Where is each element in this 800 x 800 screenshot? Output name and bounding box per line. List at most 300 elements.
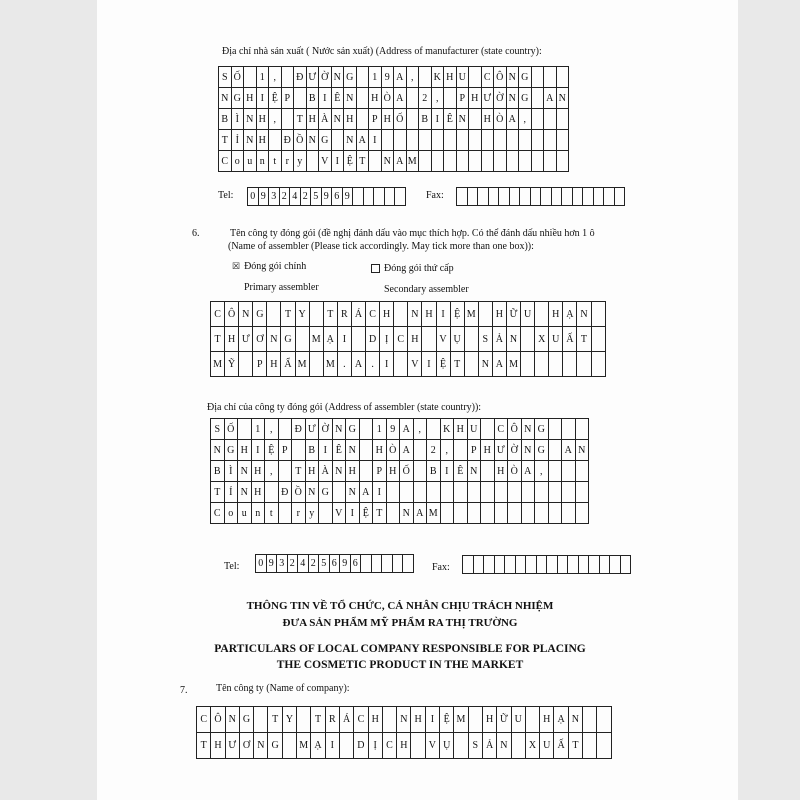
- char-box[interactable]: G: [535, 440, 549, 461]
- char-box[interactable]: C: [394, 327, 408, 352]
- char-box[interactable]: [592, 327, 606, 352]
- char-box[interactable]: [468, 503, 482, 524]
- char-box[interactable]: [360, 461, 374, 482]
- digit-box[interactable]: [594, 188, 605, 206]
- char-box[interactable]: [400, 482, 414, 503]
- char-box[interactable]: [469, 151, 482, 172]
- char-box[interactable]: H: [346, 461, 360, 482]
- digit-box[interactable]: 2: [301, 188, 312, 206]
- char-box[interactable]: N: [576, 440, 590, 461]
- char-box[interactable]: K: [432, 67, 445, 88]
- char-box[interactable]: Ệ: [437, 352, 451, 377]
- char-box[interactable]: C: [354, 707, 368, 733]
- char-box[interactable]: Ụ: [451, 327, 465, 352]
- char-box[interactable]: [562, 482, 576, 503]
- char-box[interactable]: G: [240, 707, 254, 733]
- char-box[interactable]: Ô: [225, 302, 239, 327]
- digit-box[interactable]: 9: [340, 555, 351, 573]
- char-box[interactable]: Ư: [482, 88, 495, 109]
- char-box[interactable]: ,: [269, 67, 282, 88]
- char-box[interactable]: N: [333, 419, 347, 440]
- char-box[interactable]: X: [526, 733, 540, 759]
- char-box[interactable]: B: [219, 109, 232, 130]
- char-box[interactable]: N: [522, 440, 536, 461]
- digit-box[interactable]: [403, 555, 414, 573]
- char-box[interactable]: H: [493, 302, 507, 327]
- char-box[interactable]: [387, 503, 401, 524]
- char-box[interactable]: H: [344, 109, 357, 130]
- char-box[interactable]: G: [232, 88, 245, 109]
- digit-box[interactable]: [457, 188, 468, 206]
- char-box[interactable]: D: [366, 327, 380, 352]
- char-box[interactable]: B: [427, 461, 441, 482]
- char-box[interactable]: H: [444, 67, 457, 88]
- char-box[interactable]: G: [519, 88, 532, 109]
- char-box[interactable]: [544, 151, 557, 172]
- char-box[interactable]: [441, 503, 455, 524]
- char-box[interactable]: Ỉ: [225, 482, 239, 503]
- char-box[interactable]: T: [577, 327, 591, 352]
- digit-box[interactable]: [353, 188, 364, 206]
- char-box[interactable]: N: [244, 109, 257, 130]
- digit-box[interactable]: [583, 188, 594, 206]
- char-box[interactable]: Ả: [493, 327, 507, 352]
- char-box[interactable]: C: [211, 302, 225, 327]
- char-box[interactable]: I: [252, 440, 266, 461]
- char-box[interactable]: [444, 151, 457, 172]
- char-box[interactable]: H: [369, 707, 383, 733]
- char-box[interactable]: N: [332, 109, 345, 130]
- char-box[interactable]: [549, 352, 563, 377]
- digit-box[interactable]: [374, 188, 385, 206]
- char-box[interactable]: [244, 67, 257, 88]
- char-box[interactable]: N: [333, 461, 347, 482]
- char-box[interactable]: [454, 440, 468, 461]
- char-box[interactable]: [457, 130, 470, 151]
- char-box[interactable]: [292, 440, 306, 461]
- char-box[interactable]: I: [426, 707, 440, 733]
- char-box[interactable]: H: [397, 733, 411, 759]
- company-name-grid[interactable]: [196, 706, 612, 759]
- secondary-checkbox[interactable]: [371, 264, 380, 273]
- char-box[interactable]: N: [219, 88, 232, 109]
- char-box[interactable]: S: [469, 733, 483, 759]
- char-box[interactable]: o: [225, 503, 239, 524]
- char-box[interactable]: K: [441, 419, 455, 440]
- char-box[interactable]: N: [522, 419, 536, 440]
- digit-box[interactable]: [615, 188, 626, 206]
- char-box[interactable]: I: [332, 151, 345, 172]
- digit-box[interactable]: [531, 188, 542, 206]
- char-box[interactable]: [454, 482, 468, 503]
- char-box[interactable]: [414, 440, 428, 461]
- char-box[interactable]: A: [522, 461, 536, 482]
- digit-box[interactable]: 2: [280, 188, 291, 206]
- char-box[interactable]: ,: [535, 461, 549, 482]
- char-box[interactable]: H: [373, 440, 387, 461]
- char-box[interactable]: G: [346, 419, 360, 440]
- char-box[interactable]: n: [257, 151, 270, 172]
- char-box[interactable]: Ờ: [319, 419, 333, 440]
- char-box[interactable]: I: [319, 88, 332, 109]
- char-box[interactable]: M: [465, 302, 479, 327]
- char-box[interactable]: Ữ: [497, 707, 511, 733]
- char-box[interactable]: H: [382, 109, 395, 130]
- char-box[interactable]: Ơ: [253, 327, 267, 352]
- char-box[interactable]: Ụ: [440, 733, 454, 759]
- char-box[interactable]: [444, 88, 457, 109]
- digit-box[interactable]: [463, 556, 474, 574]
- char-box[interactable]: T: [292, 461, 306, 482]
- char-box[interactable]: Đ: [292, 419, 306, 440]
- digit-box[interactable]: 5: [311, 188, 322, 206]
- char-box[interactable]: Ồ: [294, 130, 307, 151]
- char-box[interactable]: H: [238, 440, 252, 461]
- char-box[interactable]: G: [281, 327, 295, 352]
- char-box[interactable]: N: [479, 352, 493, 377]
- char-box[interactable]: Đ: [279, 482, 293, 503]
- char-box[interactable]: A: [562, 440, 576, 461]
- char-box[interactable]: [563, 352, 577, 377]
- char-box[interactable]: C: [197, 707, 211, 733]
- secondary-assembler-option[interactable]: [371, 263, 454, 274]
- char-box[interactable]: N: [346, 440, 360, 461]
- char-box[interactable]: M: [427, 503, 441, 524]
- char-box[interactable]: N: [344, 88, 357, 109]
- char-box[interactable]: H: [482, 109, 495, 130]
- char-box[interactable]: N: [238, 482, 252, 503]
- char-box[interactable]: ,: [407, 67, 420, 88]
- digit-box[interactable]: [505, 556, 516, 574]
- char-box[interactable]: T: [311, 707, 325, 733]
- primary-checkbox[interactable]: ☒: [232, 261, 241, 271]
- char-box[interactable]: C: [211, 503, 225, 524]
- digit-box[interactable]: [537, 556, 548, 574]
- char-box[interactable]: [432, 130, 445, 151]
- char-box[interactable]: B: [419, 109, 432, 130]
- char-box[interactable]: [522, 482, 536, 503]
- char-box[interactable]: G: [344, 67, 357, 88]
- char-box[interactable]: Ạ: [563, 302, 577, 327]
- char-box[interactable]: S: [211, 419, 225, 440]
- char-box[interactable]: [319, 503, 333, 524]
- char-box[interactable]: [562, 461, 576, 482]
- char-box[interactable]: ,: [265, 461, 279, 482]
- char-box[interactable]: V: [319, 151, 332, 172]
- char-box[interactable]: Ệ: [344, 151, 357, 172]
- char-box[interactable]: A: [400, 440, 414, 461]
- char-box[interactable]: Ò: [382, 88, 395, 109]
- char-box[interactable]: [357, 88, 370, 109]
- char-box[interactable]: N: [400, 503, 414, 524]
- char-box[interactable]: [508, 482, 522, 503]
- char-box[interactable]: T: [219, 130, 232, 151]
- char-box[interactable]: [283, 733, 297, 759]
- char-box[interactable]: [469, 130, 482, 151]
- char-box[interactable]: 1: [257, 67, 270, 88]
- char-box[interactable]: [357, 109, 370, 130]
- char-box[interactable]: P: [279, 440, 293, 461]
- char-box[interactable]: [521, 352, 535, 377]
- char-box[interactable]: X: [535, 327, 549, 352]
- char-box[interactable]: [494, 130, 507, 151]
- char-box[interactable]: t: [269, 151, 282, 172]
- assembler-tel-boxes[interactable]: [255, 554, 414, 573]
- char-box[interactable]: H: [454, 419, 468, 440]
- char-box[interactable]: Ữ: [507, 302, 521, 327]
- char-box[interactable]: [239, 352, 253, 377]
- digit-box[interactable]: [621, 556, 632, 574]
- char-box[interactable]: [357, 67, 370, 88]
- char-box[interactable]: V: [437, 327, 451, 352]
- char-box[interactable]: [597, 707, 611, 733]
- char-box[interactable]: o: [232, 151, 245, 172]
- char-box[interactable]: A: [394, 151, 407, 172]
- char-box[interactable]: 1: [252, 419, 266, 440]
- char-box[interactable]: N: [307, 130, 320, 151]
- char-box[interactable]: M: [454, 707, 468, 733]
- digit-box[interactable]: 9: [267, 555, 278, 573]
- char-box[interactable]: [296, 327, 310, 352]
- char-box[interactable]: [454, 503, 468, 524]
- char-box[interactable]: n: [252, 503, 266, 524]
- char-box[interactable]: [532, 151, 545, 172]
- char-box[interactable]: I: [441, 461, 455, 482]
- char-box[interactable]: Á: [352, 302, 366, 327]
- char-box[interactable]: T: [324, 302, 338, 327]
- char-box[interactable]: Ố: [394, 109, 407, 130]
- char-box[interactable]: U: [457, 67, 470, 88]
- digit-box[interactable]: [395, 188, 406, 206]
- char-box[interactable]: ,: [269, 109, 282, 130]
- char-box[interactable]: Ẩ: [281, 352, 295, 377]
- char-box[interactable]: Ạ: [554, 707, 568, 733]
- char-box[interactable]: Ê: [454, 461, 468, 482]
- char-box[interactable]: M: [310, 327, 324, 352]
- char-box[interactable]: Ấ: [563, 327, 577, 352]
- char-box[interactable]: [352, 327, 366, 352]
- char-box[interactable]: N: [254, 733, 268, 759]
- char-box[interactable]: I: [437, 302, 451, 327]
- char-box[interactable]: [532, 109, 545, 130]
- char-box[interactable]: [297, 707, 311, 733]
- char-box[interactable]: S: [219, 67, 232, 88]
- char-box[interactable]: Ê: [332, 88, 345, 109]
- char-box[interactable]: U: [521, 302, 535, 327]
- char-box[interactable]: [507, 151, 520, 172]
- digit-box[interactable]: [489, 188, 500, 206]
- char-box[interactable]: H: [469, 88, 482, 109]
- char-box[interactable]: [414, 482, 428, 503]
- digit-box[interactable]: [568, 556, 579, 574]
- char-box[interactable]: Ệ: [451, 302, 465, 327]
- char-box[interactable]: [521, 327, 535, 352]
- char-box[interactable]: G: [268, 733, 282, 759]
- char-box[interactable]: [495, 482, 509, 503]
- char-box[interactable]: [597, 733, 611, 759]
- char-box[interactable]: Ệ: [440, 707, 454, 733]
- char-box[interactable]: ,: [519, 109, 532, 130]
- char-box[interactable]: [532, 88, 545, 109]
- char-box[interactable]: T: [268, 707, 282, 733]
- char-box[interactable]: Ò: [494, 109, 507, 130]
- char-box[interactable]: M: [507, 352, 521, 377]
- char-box[interactable]: Ạ: [324, 327, 338, 352]
- digit-box[interactable]: [361, 555, 372, 573]
- char-box[interactable]: H: [267, 352, 281, 377]
- char-box[interactable]: H: [252, 461, 266, 482]
- char-box[interactable]: N: [344, 130, 357, 151]
- char-box[interactable]: N: [507, 327, 521, 352]
- char-box[interactable]: R: [326, 707, 340, 733]
- char-box[interactable]: [557, 109, 570, 130]
- char-box[interactable]: A: [493, 352, 507, 377]
- char-box[interactable]: A: [400, 419, 414, 440]
- char-box[interactable]: [549, 461, 563, 482]
- char-box[interactable]: [481, 482, 495, 503]
- char-box[interactable]: I: [257, 88, 270, 109]
- char-box[interactable]: I: [373, 482, 387, 503]
- char-box[interactable]: [419, 130, 432, 151]
- char-box[interactable]: Ạ: [311, 733, 325, 759]
- digit-box[interactable]: [562, 188, 573, 206]
- char-box[interactable]: [494, 151, 507, 172]
- char-box[interactable]: I: [380, 352, 394, 377]
- char-box[interactable]: [310, 352, 324, 377]
- char-box[interactable]: T: [569, 733, 583, 759]
- char-box[interactable]: [340, 733, 354, 759]
- char-box[interactable]: C: [366, 302, 380, 327]
- char-box[interactable]: [382, 130, 395, 151]
- digit-box[interactable]: 6: [330, 555, 341, 573]
- char-box[interactable]: [532, 67, 545, 88]
- char-box[interactable]: [549, 482, 563, 503]
- char-box[interactable]: Ô: [508, 419, 522, 440]
- char-box[interactable]: M: [296, 352, 310, 377]
- char-box[interactable]: H: [483, 707, 497, 733]
- char-box[interactable]: [576, 503, 590, 524]
- char-box[interactable]: Ô: [494, 67, 507, 88]
- char-box[interactable]: À: [319, 109, 332, 130]
- char-box[interactable]: [519, 130, 532, 151]
- char-box[interactable]: [469, 109, 482, 130]
- char-box[interactable]: [495, 503, 509, 524]
- char-box[interactable]: T: [211, 327, 225, 352]
- char-box[interactable]: 1: [369, 67, 382, 88]
- digit-box[interactable]: [385, 188, 396, 206]
- char-box[interactable]: [468, 482, 482, 503]
- char-box[interactable]: [267, 302, 281, 327]
- char-box[interactable]: [444, 130, 457, 151]
- digit-box[interactable]: [610, 556, 621, 574]
- char-box[interactable]: Ệ: [265, 440, 279, 461]
- digit-box[interactable]: 3: [277, 555, 288, 573]
- char-box[interactable]: [535, 352, 549, 377]
- char-box[interactable]: y: [294, 151, 307, 172]
- char-box[interactable]: A: [352, 352, 366, 377]
- digit-box[interactable]: [579, 556, 590, 574]
- char-box[interactable]: P: [457, 88, 470, 109]
- digit-box[interactable]: 9: [343, 188, 354, 206]
- char-box[interactable]: I: [422, 352, 436, 377]
- char-box[interactable]: [441, 482, 455, 503]
- char-box[interactable]: H: [481, 440, 495, 461]
- char-box[interactable]: Ì: [225, 461, 239, 482]
- char-box[interactable]: P: [253, 352, 267, 377]
- char-box[interactable]: A: [394, 88, 407, 109]
- char-box[interactable]: Ỹ: [225, 352, 239, 377]
- char-box[interactable]: T: [294, 109, 307, 130]
- char-box[interactable]: [394, 130, 407, 151]
- char-box[interactable]: M: [211, 352, 225, 377]
- digit-box[interactable]: [510, 188, 521, 206]
- char-box[interactable]: [394, 302, 408, 327]
- char-box[interactable]: [481, 419, 495, 440]
- digit-box[interactable]: 2: [309, 555, 320, 573]
- char-box[interactable]: [265, 482, 279, 503]
- char-box[interactable]: [576, 461, 590, 482]
- char-box[interactable]: H: [495, 461, 509, 482]
- char-box[interactable]: [457, 151, 470, 172]
- char-box[interactable]: H: [225, 327, 239, 352]
- char-box[interactable]: N: [507, 88, 520, 109]
- digit-box[interactable]: [372, 555, 383, 573]
- char-box[interactable]: [310, 302, 324, 327]
- char-box[interactable]: Ò: [387, 440, 401, 461]
- char-box[interactable]: Ư: [226, 733, 240, 759]
- char-box[interactable]: 9: [382, 67, 395, 88]
- digit-box[interactable]: [547, 556, 558, 574]
- char-box[interactable]: V: [426, 733, 440, 759]
- digit-box[interactable]: 9: [322, 188, 333, 206]
- char-box[interactable]: U: [549, 327, 563, 352]
- char-box[interactable]: H: [411, 707, 425, 733]
- char-box[interactable]: U: [512, 707, 526, 733]
- char-box[interactable]: Ờ: [494, 88, 507, 109]
- char-box[interactable]: [427, 482, 441, 503]
- char-box[interactable]: [562, 503, 576, 524]
- char-box[interactable]: ,: [265, 419, 279, 440]
- char-box[interactable]: [479, 302, 493, 327]
- char-box[interactable]: [482, 130, 495, 151]
- char-box[interactable]: Ờ: [508, 440, 522, 461]
- char-box[interactable]: Ố: [232, 67, 245, 88]
- char-box[interactable]: [279, 419, 293, 440]
- char-box[interactable]: Ấ: [554, 733, 568, 759]
- char-box[interactable]: [557, 67, 570, 88]
- char-box[interactable]: N: [239, 302, 253, 327]
- char-box[interactable]: [557, 151, 570, 172]
- char-box[interactable]: [519, 151, 532, 172]
- digit-box[interactable]: 9: [259, 188, 270, 206]
- char-box[interactable]: À: [319, 461, 333, 482]
- char-box[interactable]: I: [338, 327, 352, 352]
- char-box[interactable]: [512, 733, 526, 759]
- char-box[interactable]: [465, 327, 479, 352]
- char-box[interactable]: C: [495, 419, 509, 440]
- char-box[interactable]: [383, 707, 397, 733]
- char-box[interactable]: T: [211, 482, 225, 503]
- char-box[interactable]: 2: [419, 88, 432, 109]
- char-box[interactable]: Ị: [369, 733, 383, 759]
- char-box[interactable]: N: [332, 67, 345, 88]
- char-box[interactable]: G: [225, 440, 239, 461]
- char-box[interactable]: I: [432, 109, 445, 130]
- digit-box[interactable]: [382, 555, 393, 573]
- char-box[interactable]: u: [238, 503, 252, 524]
- char-box[interactable]: [481, 461, 495, 482]
- char-box[interactable]: [544, 109, 557, 130]
